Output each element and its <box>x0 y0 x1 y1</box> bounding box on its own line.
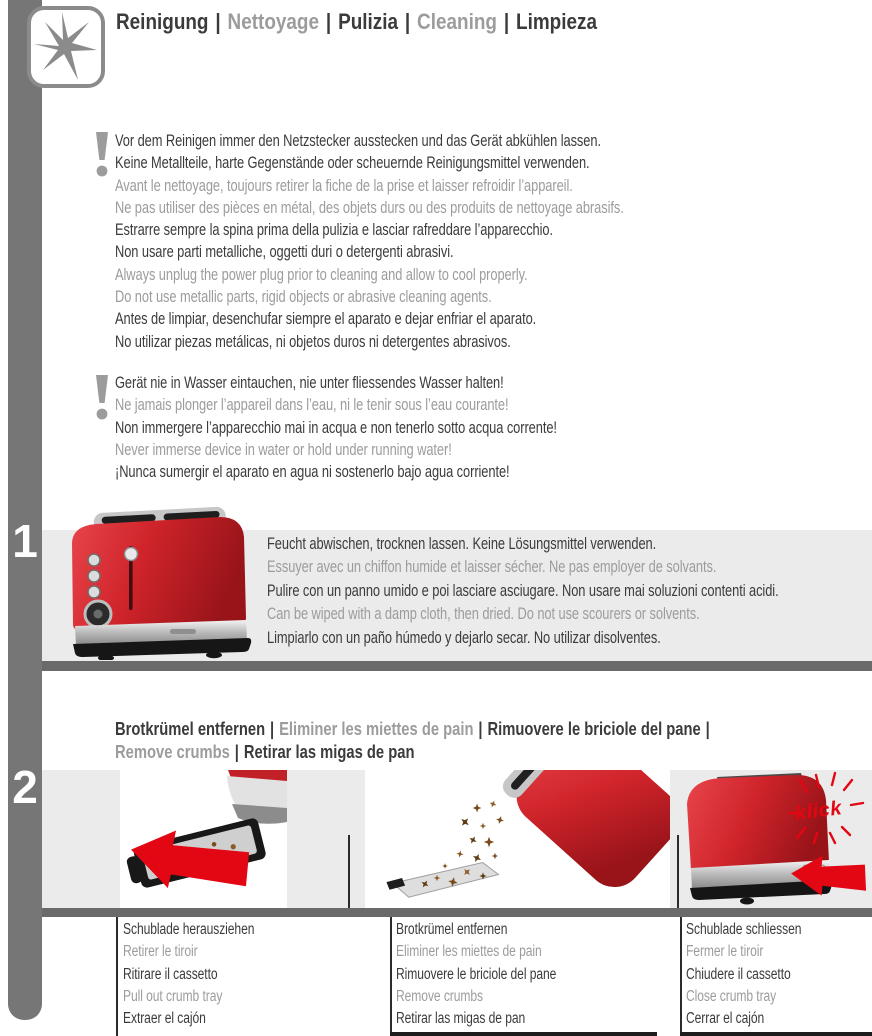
heading-separator: | <box>705 719 710 739</box>
heading-separator: | <box>478 719 483 739</box>
caption-line: Schublade schliessen <box>686 921 802 938</box>
step1-instructions <box>267 533 779 650</box>
title-segment: Pulizia <box>338 9 398 34</box>
warning-line: Do not use metallic parts, rigid objects or abrasive cleaning agents. <box>115 288 492 307</box>
bottom-edge-bar <box>390 1032 657 1036</box>
photo-divider <box>348 835 350 908</box>
warning-line: Non usare parti metalliche, oggetti duri o detergenti abrasivi. <box>115 243 454 262</box>
warning-block-2 <box>115 372 557 483</box>
heading-segment: Remove crumbs <box>115 741 230 762</box>
title-segment: Reinigung <box>116 9 209 34</box>
photo-remove-crumbs <box>365 770 670 908</box>
caption-column-2 <box>396 919 556 1030</box>
step1-number: 1 <box>12 515 38 567</box>
warning-line: Vor dem Reinigen immer den Netzstecker ausstecken und das Gerät abkühlen lassen. <box>115 132 601 150</box>
caption-line: Brotkrümel entfernen <box>396 921 508 938</box>
caption-line: Retirar las migas de pan <box>396 1010 526 1028</box>
step1-divider-bar <box>42 661 872 671</box>
caption-line: Schublade herausziehen <box>123 921 255 938</box>
heading-segment: Rimuovere le briciole del pane <box>487 719 701 739</box>
heading-separator: | <box>234 741 239 762</box>
title-segment: Cleaning <box>417 9 497 34</box>
title-separator: | <box>503 9 510 34</box>
instruction-line: Essuyer avec un chiffon humide et laisser sécher. Ne pas employer de solvants. <box>267 558 717 577</box>
title-separator: | <box>215 9 221 34</box>
photo-close-tray <box>677 770 872 908</box>
caption-line: Rimuovere le briciole del pane <box>396 965 557 983</box>
title-segment: Nettoyage <box>227 9 320 34</box>
step2-number: 2 <box>12 761 38 813</box>
table-divider <box>116 917 118 1036</box>
caption-line: Pull out crumb tray <box>123 987 223 1005</box>
heading-segment: Brotkrümel entfernen <box>115 719 266 739</box>
caption-line: Extraer el cajón <box>123 1010 206 1028</box>
warning-icon <box>92 131 112 179</box>
caption-line: Cerrar el cajón <box>686 1010 765 1028</box>
caption-line: Retirer le tiroir <box>123 943 198 961</box>
warning-line: Avant le nettoyage, toujours retirer la fiche de la prise et laisser refroidir l’appareil. <box>115 176 573 195</box>
warning-line: Ne pas utiliser des pièces en métal, des objets durs ou des produits de nettoyage abrasifs. <box>115 198 624 217</box>
heading-segment: Eliminer les miettes de pain <box>279 719 474 739</box>
warning-line: Non immergere l’apparecchio mai in acqua e non tenerlo sotto acqua corrente! <box>115 418 557 437</box>
photo-divider <box>677 835 679 908</box>
caption-line: Chiudere il cassetto <box>686 965 791 983</box>
caption-line: Eliminer les miettes de pain <box>396 943 542 961</box>
step2-divider-bar <box>42 908 872 917</box>
step2-heading <box>115 718 715 763</box>
warning-line: Never immerse device in water or hold under running water! <box>115 440 452 459</box>
left-rail <box>8 0 42 1020</box>
warning-line: Estrarre sempre la spina prima della pulizia e lasciar rafreddare l’apparecchio. <box>115 221 553 240</box>
title-segment: Limpieza <box>516 9 597 34</box>
brand-logo <box>27 6 105 88</box>
instruction-line: Pulire con un panno umido e poi lasciare asciugare. Non usare mai soluzioni contenti acidi. <box>267 581 779 600</box>
instruction-line: Feucht abwischen, trocknen lassen. Keine Lösungsmittel verwenden. <box>267 535 657 553</box>
bottom-edge-bar <box>680 1032 872 1036</box>
step2-heading-line1 <box>115 718 715 741</box>
caption-line: Close crumb tray <box>686 987 777 1005</box>
warning-line: Gerät nie in Wasser eintauchen, nie unter fliessendes Wasser halten! <box>115 374 504 392</box>
warning-block-1 <box>115 130 624 353</box>
caption-line: Ritirare il cassetto <box>123 965 218 983</box>
page-title <box>116 8 597 36</box>
step2-heading-line2 <box>115 741 715 764</box>
warning-line: ¡Nunca sumergir el aparato en agua ni sostenerlo bajo agua corriente! <box>115 463 510 482</box>
instruction-line: Limpiarlo con un paño húmedo y dejarlo secar. No utilizar disolventes. <box>267 628 661 647</box>
instruction-line: Can be wiped with a damp cloth, then dried. Do not use scourers or solvents. <box>267 605 700 624</box>
warning-line: Keine Metallteile, harte Gegenstände oder scheuernde Reinigungsmittel verwenden. <box>115 154 590 173</box>
title-separator: | <box>404 9 411 34</box>
caption-line: Remove crumbs <box>396 987 484 1005</box>
crumb-tray <box>386 861 500 900</box>
warning-icon <box>92 374 112 422</box>
heading-segment: Retirar las migas de pan <box>243 741 415 762</box>
caption-column-1 <box>123 919 254 1030</box>
table-divider <box>390 917 392 1036</box>
warning-line: Always unplug the power plug prior to cleaning and allow to cool properly. <box>115 265 528 284</box>
caption-line: Fermer le tiroir <box>686 943 764 961</box>
klick-label: klick <box>793 797 844 825</box>
heading-separator: | <box>270 719 275 739</box>
tilted-toaster <box>496 770 670 899</box>
caption-column-3 <box>686 919 801 1030</box>
warning-line: No utilizar piezas metálicas, ni objetos duros ni detergentes abrasivos. <box>115 332 511 351</box>
warning-line: Antes de limpiar, desenchufar siempre el aparato e dejar enfriar el aparato. <box>115 310 537 329</box>
warning-line: Ne jamais plonger l’appareil dans l’eau, ni le tenir sous l’eau courante! <box>115 396 509 415</box>
toaster-photo <box>52 502 264 660</box>
table-divider <box>680 917 682 1036</box>
title-separator: | <box>325 9 332 34</box>
photo-pull-out-tray <box>120 770 287 908</box>
starburst-icon <box>31 10 101 84</box>
